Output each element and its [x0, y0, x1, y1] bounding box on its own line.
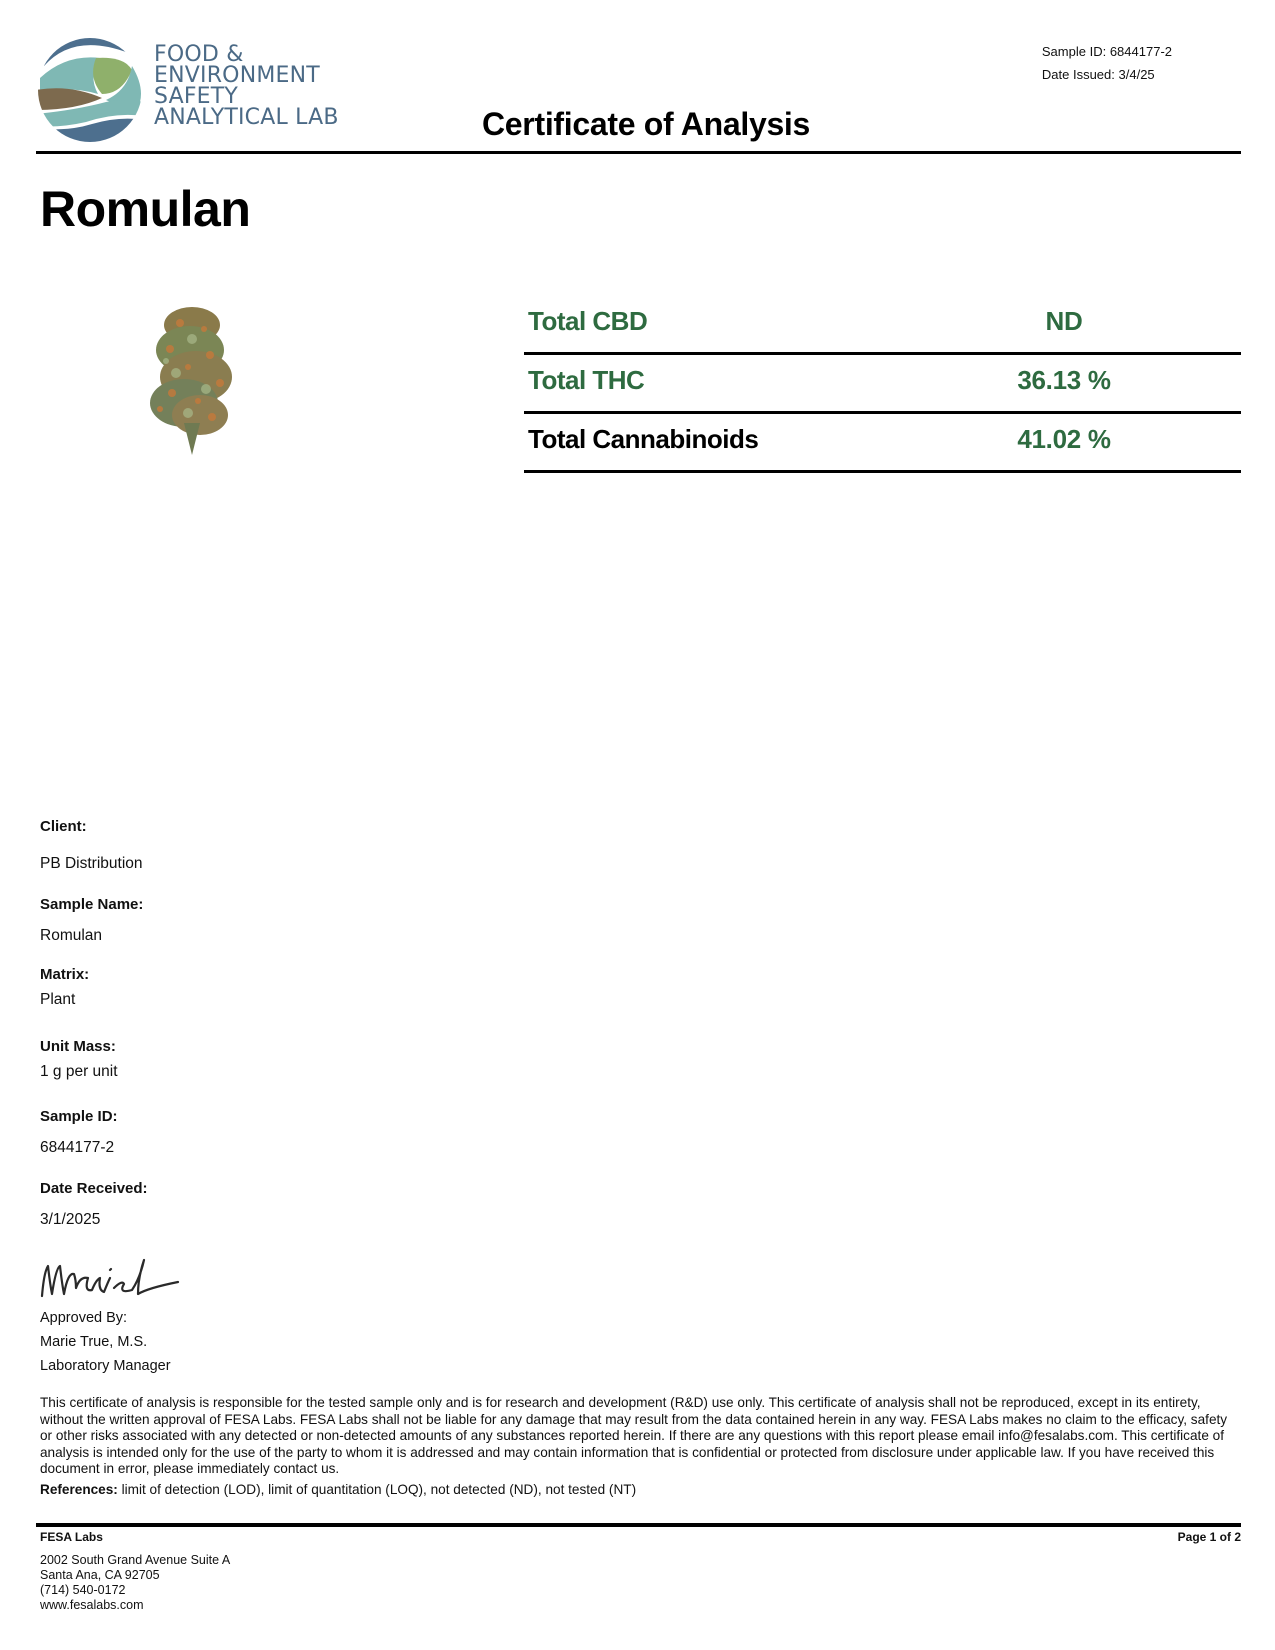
summary-row-total-cannabinoids: [524, 414, 1241, 473]
sample-id-label: Sample ID:: [40, 1108, 118, 1125]
references: [40, 1482, 1240, 1497]
lab-logo-icon: [36, 36, 144, 144]
lab-logo-text: [154, 44, 339, 128]
unit-mass-label: Unit Mass:: [40, 1038, 116, 1055]
document-title: Certificate of Analysis: [482, 106, 811, 142]
summary-row-total-cbd: [524, 296, 1241, 355]
footer-address-line-1: 2002 South Grand Avenue Suite A: [40, 1553, 231, 1567]
footer-divider: [36, 1523, 1241, 1527]
unit-mass-value: 1 g per unit: [40, 1063, 118, 1080]
meta-sample-id-label: Sample ID:: [1041, 44, 1107, 59]
summary-value: 36.13 %: [1017, 365, 1111, 395]
sample-name-label: Sample Name:: [40, 896, 144, 913]
approver-title: Laboratory Manager: [40, 1358, 171, 1374]
meta-date-issued-label: Date Issued:: [1041, 67, 1115, 82]
approval-block: [40, 1306, 171, 1378]
meta-date-issued-value: 3/4/25: [1118, 67, 1155, 82]
summary-row-total-thc: [524, 355, 1241, 414]
logo-line-4: ANALYTICAL LAB: [154, 105, 339, 130]
logo-line-2: ENVIRONMENT: [154, 63, 320, 88]
date-received-value: 3/1/2025: [40, 1211, 101, 1228]
sample-id-value: 6844177-2: [40, 1139, 115, 1156]
footer-phone: (714) 540-0172: [40, 1583, 126, 1597]
meta-sample-id: [1042, 40, 1172, 63]
meta-date-issued: [1042, 63, 1172, 86]
page-number: Page 1 of 2: [1177, 1530, 1241, 1544]
summary-value: 41.02 %: [1017, 424, 1111, 454]
cannabis-bud-image: [140, 305, 240, 460]
references-text: limit of detection (LOD), limit of quantitation (LOQ), not detected (ND), not tested (NT): [121, 1482, 637, 1497]
meta-sample-id-value: 6844177-2: [1109, 44, 1172, 59]
approved-by-label: Approved By:: [40, 1310, 128, 1326]
footer-website[interactable]: www.fesalabs.com: [40, 1598, 144, 1612]
cannabinoid-summary-table: [524, 296, 1241, 473]
logo-line-1: FOOD &: [154, 42, 244, 67]
disclaimer-text: This certificate of analysis is responsible for the tested sample only and is for research and development (R&D) use only. This certificate of analysis shall not be reproduced, except in its entirety, without the written approval of FESA Labs. FESA Labs shall not be liable for any damage that may result from the data contained herein in any way. FESA Labs makes no claim to the efficacy, safety or other risks associated with any detected or non-detected amounts of any substances reported herein. If there are any questions with this report please email info@fesalabs.com. This certificate of analysis is intended only for the use of the party to whom it is addressed and may contain information that is confidential or protected from disclosure under applicable law. If you have received this document in error, please immediately contact us.: [40, 1395, 1228, 1476]
matrix-label: Matrix:: [40, 966, 90, 983]
footer-contact: [40, 1553, 230, 1613]
summary-value: ND: [1045, 306, 1083, 336]
document-meta: [1042, 40, 1172, 86]
footer-company-name: FESA Labs: [40, 1530, 103, 1544]
summary-label: Total CBD: [528, 306, 648, 336]
signature-image: [38, 1254, 188, 1304]
product-name: Romulan: [40, 181, 251, 237]
client-label: Client:: [40, 818, 87, 835]
header-divider: [36, 151, 1241, 154]
client-value: PB Distribution: [40, 855, 143, 872]
footer-address-line-2: Santa Ana, CA 92705: [40, 1568, 160, 1582]
references-label: References:: [40, 1482, 118, 1497]
lab-logo: [36, 36, 339, 146]
summary-label: Total Cannabinoids: [528, 424, 759, 454]
date-received-label: Date Received:: [40, 1180, 148, 1197]
matrix-value: Plant: [40, 991, 76, 1008]
sample-name-value: Romulan: [40, 927, 103, 944]
approver-name: Marie True, M.S.: [40, 1334, 148, 1350]
summary-label: Total THC: [528, 365, 645, 395]
logo-line-3: SAFETY: [154, 84, 239, 109]
